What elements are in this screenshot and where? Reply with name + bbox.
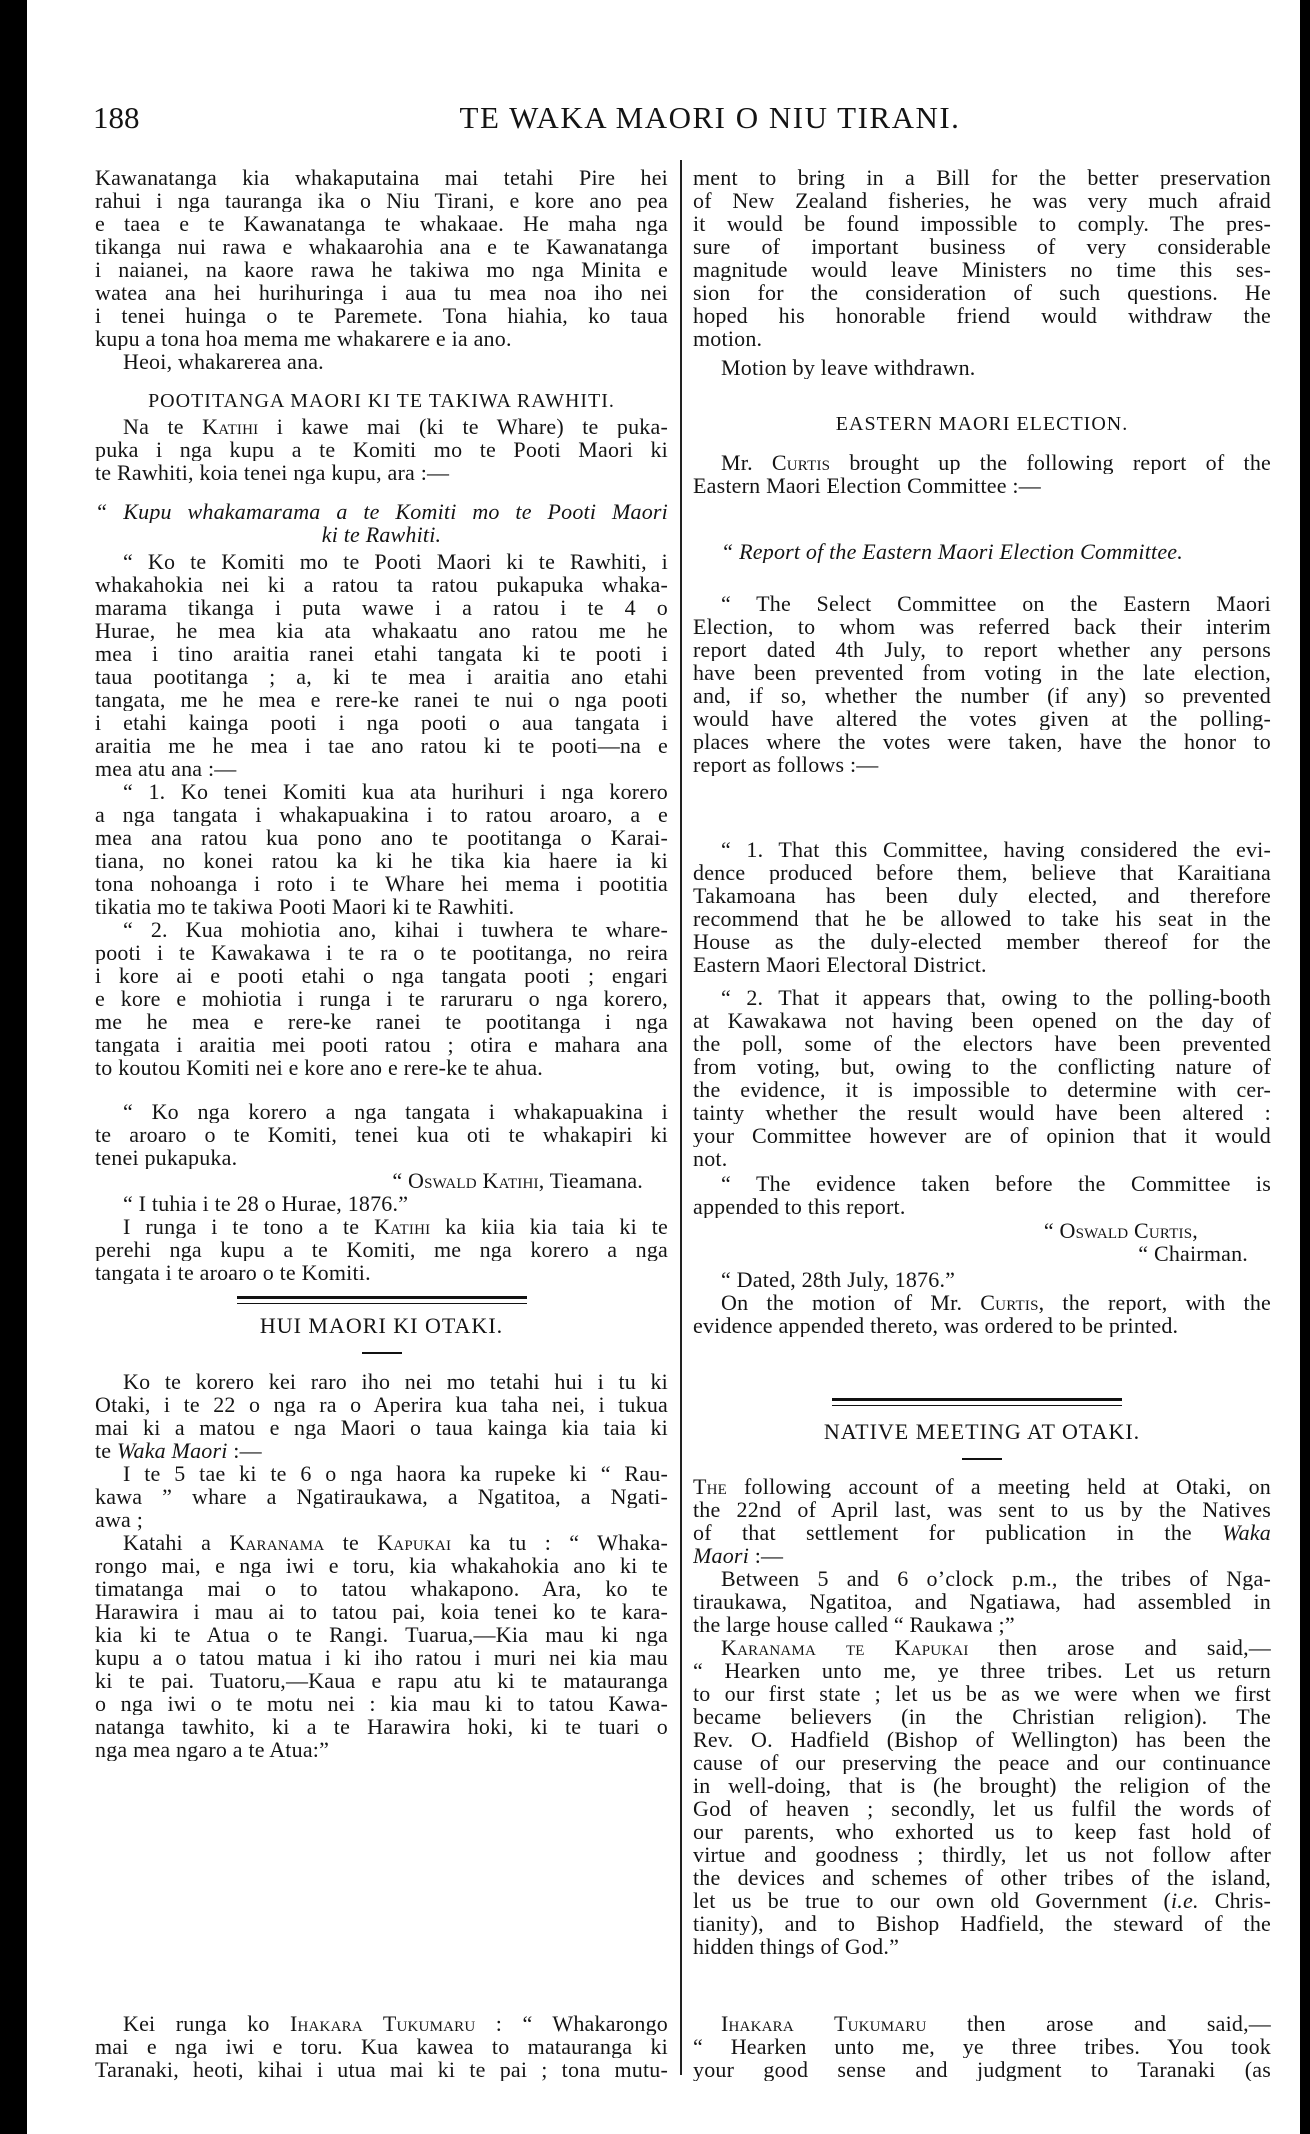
text-line: me he mea e rere-ke ranei te pootitanga i nga: [95, 1010, 668, 1033]
text-line: God of heaven ; secondly, let us fulfil the words of: [693, 1797, 1271, 1820]
italic-run: Maori: [693, 1544, 749, 1567]
signature: [693, 1219, 1198, 1242]
text-line: taua pootitanga ; a, ki te mea i araitia ano etahi: [95, 665, 668, 688]
paragraph: [693, 592, 1271, 776]
text-line: [693, 1475, 1271, 1498]
text-line: hidden things of God.”: [693, 1935, 900, 1958]
text-line: Between 5 and 6 o’clock p.m., the tribes of Nga-: [721, 1567, 1271, 1590]
text-line: timatanga mai o to tatou whakapono. Ara, ko te: [95, 1577, 668, 1600]
text-line: perehi nga kupu a te Komiti, me nga korero a nga: [95, 1238, 668, 1261]
text-line: Motion by leave withdrawn.: [721, 356, 976, 379]
text-line: “ Chairman.: [1138, 1242, 1248, 1265]
text-line: and, if so, whether the number (if any) so prevented: [693, 684, 1271, 707]
text-run: Kei runga ko: [123, 2012, 290, 2035]
paragraph: [95, 550, 668, 780]
paragraph: [95, 350, 668, 373]
text-line: not.: [693, 1147, 728, 1170]
italic-run: i.e.: [1170, 1889, 1199, 1912]
paragraph: [693, 2012, 1271, 2081]
text-run: ka kiia kia taia ki te: [430, 1215, 668, 1238]
text-line: Kawanatanga kia whakaputaina mai tetahi Pire hei: [95, 166, 668, 189]
text-line: [693, 1521, 1271, 1544]
paragraph: [95, 1370, 668, 1462]
text-line: [95, 415, 668, 438]
text-line: tianity), and to Bishop Hadfield, the steward of the: [693, 1912, 1271, 1935]
short-rule: [362, 1352, 402, 1354]
text-line: [95, 1531, 668, 1554]
text-line: “ Hearken unto me, ye three tribes. You took: [693, 2035, 1271, 2058]
page-number: 188: [93, 100, 140, 135]
text-line: appended to this report.: [693, 1195, 906, 1218]
text-line: a nga tangata i whakapuakina i to ratou aroaro, a e: [95, 803, 668, 826]
text-line: kawa ” whare a Ngatiraukawa, a Ngatitoa, a Ngati-: [95, 1485, 668, 1508]
text-line: magnitude would leave Ministers no time this ses-: [693, 258, 1271, 281]
text-line: motion.: [693, 327, 763, 350]
scan-border-right: [1300, 0, 1310, 2134]
text-line: e taea e te Kawanatanga te whakaae. He maha nga: [95, 212, 668, 235]
text-run: I runga i te tono a te: [123, 1215, 375, 1238]
text-line: natanga tawhito, ki a te Harawira hoki, ki te tuari o: [95, 1715, 668, 1738]
text-run: i kawe mai (ki te Whare) te puka-: [258, 415, 668, 438]
paragraph: [95, 780, 668, 918]
text-line: tangata i araitia mei pooti ratou ; otira e mahara ana: [95, 1033, 668, 1056]
text-line: House as the duly-elected member thereof for the: [693, 930, 1271, 953]
text-line: Eastern Maori Electoral District.: [693, 953, 987, 976]
text-line: tainty whether the result would have been altered :: [693, 1101, 1271, 1124]
text-line: tiraukawa, Ngatitoa, and Ngatiawa, had assembled in: [693, 1590, 1271, 1613]
text-run: then arose and said,—: [968, 1636, 1271, 1659]
text-line: araitia me he mea i tae ano ratou ki te pooti—na e: [95, 734, 668, 757]
text-run: On the motion of Mr.: [721, 1291, 981, 1314]
text-line: i tenei huinga o te Paremete. Tona hiahia, ko taua: [95, 304, 668, 327]
paragraph: [95, 1100, 668, 1169]
text-line: “ 2. That it appears that, owing to the polling-booth: [721, 986, 1271, 1009]
text-run: : “ Whakarongo: [475, 2012, 668, 2035]
text-line: rahui i nga tauranga ika o Niu Tirani, e kore ano pea: [95, 189, 668, 212]
text-line: Election, to whom was referred back their interim: [693, 615, 1271, 638]
text-line: pooti i te Kawakawa i te ra o te pootitanga, no reira: [95, 941, 668, 964]
text-line: whakahokia nei ki a ratou ta ratou pukapuka whaka-: [95, 573, 668, 596]
text-line: the poll, some of the electors have been prevented: [693, 1032, 1271, 1055]
small-caps-name: Karanama: [229, 1531, 325, 1554]
text-line: Hurae, he mea kia ata whakaatu ano ratou me he: [95, 619, 668, 642]
text-run: ,: [1192, 1219, 1198, 1242]
text-run: te: [95, 1439, 117, 1462]
small-caps-name: Karanama te Kapukai: [721, 1636, 969, 1659]
small-caps-name: Ihakara Tukumaru: [721, 2012, 927, 2035]
italic-run: Waka: [1222, 1521, 1271, 1544]
text-line: nga mea ngaro a te Atua:”: [95, 1738, 330, 1761]
text-line: [693, 1544, 1271, 1567]
text-line: [95, 2012, 668, 2035]
section-heading-eastern: EASTERN MAORI ELECTION.: [835, 413, 1129, 435]
text-line: mai e nga iwi e toru. Kua kawea to matauranga ki: [95, 2035, 668, 2058]
text-line: “ The Select Committee on the Eastern Maori: [721, 592, 1271, 615]
text-line: marama tikanga i puta wawe i a ratou i te 4 o: [95, 596, 668, 619]
text-line: [693, 1219, 1198, 1242]
text-line: report dated 4th July, to report whether any persons: [693, 638, 1271, 661]
text-line: your Committee however are of opinion that it would: [693, 1124, 1271, 1147]
text-line: have been prevented from voting in the late election,: [693, 661, 1271, 684]
short-rule: [962, 1458, 1002, 1460]
text-run: then arose and said,—: [926, 2012, 1271, 2035]
double-rule: [832, 1398, 1122, 1406]
text-line: tangata i te aroaro o te Komiti.: [95, 1261, 371, 1284]
text-run: :—: [749, 1544, 784, 1567]
text-run: “: [1043, 1219, 1060, 1242]
paragraph: [693, 838, 1271, 976]
text-line: i etahi kainga pooti i nga pooti o aua tangata i: [95, 711, 668, 734]
text-line: it would be found impossible to comply. The pres-: [693, 212, 1271, 235]
text-line: rongo mai, e nga iwi e toru, kia whakahokia ano ki te: [95, 1554, 668, 1577]
text-line: [95, 1215, 668, 1238]
text-line: tikatia mo te takiwa Pooti Maori ki te Rawhiti.: [95, 895, 515, 918]
text-run: te: [324, 1531, 378, 1554]
text-line: Harawira i mau ai to tatou pai, koia tenei ko te kara-: [95, 1600, 668, 1623]
text-line: to our first state ; let us be as we were when we first: [693, 1682, 1271, 1705]
text-line: of New Zealand fisheries, he was very much afraid: [693, 189, 1271, 212]
small-caps-name: Kapukai: [377, 1531, 452, 1554]
text-line: Taranaki, heoti, kihai i utua mai ki te pai ; tona mutu-: [95, 2058, 668, 2081]
scan-border-left: [0, 0, 27, 2134]
paragraph: [95, 1215, 668, 1284]
signature-title: [693, 1242, 1248, 1265]
text-line: “ Dated, 28th July, 1876.”: [721, 1268, 956, 1291]
text-line: would have altered the votes given at the polling-: [693, 707, 1271, 730]
section-heading-hui: HUI MAORI KI OTAKI.: [259, 1313, 504, 1338]
text-run: Mr.: [721, 451, 772, 474]
paragraph: [693, 986, 1271, 1170]
text-line: te Rawhiti, koia tenei nga kupu, ara :—: [95, 461, 450, 484]
text-line: the 22nd of April last, was sent to us by the Natives: [693, 1498, 1271, 1521]
text-line: “ Hearken unto me, ye three tribes. Let us return: [693, 1659, 1271, 1682]
text-line: tiana, no konei ratou ka ki he tika kia haere ia ki: [95, 849, 668, 872]
paragraph: [693, 1636, 1271, 1958]
text-run: brought up the following report of the: [830, 451, 1271, 474]
text-line: evidence appended thereto, was ordered to be printed.: [693, 1314, 1179, 1337]
text-line: virtue and goodness ; thirdly, let us not follow after: [693, 1843, 1271, 1866]
text-line: tangata, me he mea e rere-ke ranei te nui o nga pooti: [95, 688, 668, 711]
text-run: “: [392, 1169, 409, 1192]
paragraph: [693, 356, 1271, 379]
text-line: Otaki, i te 22 o nga ra o Aperira kua taha nei, i tukua: [95, 1393, 668, 1416]
italic-run: Waka Maori: [116, 1439, 228, 1462]
paragraph: [95, 1192, 668, 1215]
text-line: sion for the consideration of such questions. He: [693, 281, 1271, 304]
text-line: tona nohoanga i roto i te Whare hei mema i pootitia: [95, 872, 668, 895]
text-line: “ Report of the Eastern Maori Election Committee.: [721, 540, 1183, 563]
text-line: Rev. O. Hadfield (Bishop of Wellington) has been the: [693, 1728, 1271, 1751]
paragraph: [95, 415, 668, 484]
text-line: recommend that he be allowed to take his seat in the: [693, 907, 1271, 930]
text-line: ki te Rawhiti.: [321, 523, 442, 546]
text-line: dence produced before them, believe that Karaitiana: [693, 861, 1271, 884]
text-line: the evidence, it is impossible to determine with cer-: [693, 1078, 1271, 1101]
text-line: [693, 1636, 1271, 1659]
small-caps-name: The: [693, 1475, 728, 1498]
small-caps-name: Ihakara Tukumaru: [289, 2012, 476, 2035]
text-run: Na te: [123, 415, 203, 438]
text-line: o nga iwi o te motu nei : kia mau ki to tatou Kawa-: [95, 1692, 668, 1715]
text-line: puka i nga kupu a te Komiti mo te Pooti Maori ki: [95, 438, 668, 461]
text-line: sure of important business of very considerable: [693, 235, 1271, 258]
text-line: “ Ko te Komiti mo te Pooti Maori ki te Rawhiti, i: [123, 550, 668, 573]
text-line: mea atu ana :—: [95, 757, 237, 780]
text-line: “ 1. That this Committee, having considered the evi-: [721, 838, 1271, 861]
text-line: kupu a tona hoa mema me whakarere e ia ano.: [95, 327, 512, 350]
text-line: i naianei, na kaore rawa he takiwa mo nga Minita e: [95, 258, 668, 281]
small-caps-name: Oswald Katihi: [408, 1169, 539, 1192]
text-run: :—: [227, 1439, 262, 1462]
text-line: Heoi, whakarerea ana.: [123, 350, 324, 373]
text-line: [95, 1169, 643, 1192]
text-line: “ I tuhia i te 28 o Hurae, 1876.”: [123, 1192, 409, 1215]
text-line: mea i tino araitia ranei etahi tangata ki te pooti i: [95, 642, 668, 665]
text-line: i kore ai e pooti etahi o nga tangata pooti ; engari: [95, 964, 668, 987]
text-run: ka tu : “ Whaka-: [451, 1531, 668, 1554]
double-rule: [237, 1296, 527, 1304]
text-line: [693, 1889, 1271, 1912]
text-line: report as follows :—: [693, 753, 879, 776]
section-heading-pootitanga: POOTITANGA MAORI KI TE TAKIWA RAWHITI.: [148, 390, 615, 412]
signature: [95, 1169, 643, 1192]
text-line: awa ;: [95, 1508, 144, 1531]
text-line: ki te pai. Tuatoru,—Kaua e rapu atu ki te matauranga: [95, 1669, 668, 1692]
text-run: let us be true to our own old Government (: [693, 1889, 1171, 1912]
text-line: became believers (in the Christian religion). The: [693, 1705, 1271, 1728]
text-line: Eastern Maori Election Committee :—: [693, 474, 1041, 497]
text-line: kupu a o tatou matua i ki iho ratou i muri nei kia mau: [95, 1646, 668, 1669]
text-line: tenei pukapuka.: [95, 1146, 238, 1169]
text-run: Katahi a: [123, 1531, 230, 1554]
text-run: , Tieamana.: [538, 1169, 643, 1192]
paragraph: [693, 166, 1271, 350]
text-line: the large house called “ Raukawa ;”: [693, 1613, 1015, 1636]
paragraph: [95, 1462, 668, 1531]
text-line: our parents, who exhorted us to keep fast hold of: [693, 1820, 1271, 1843]
paragraph: [693, 1567, 1271, 1636]
paragraph: [95, 1531, 668, 1761]
text-line: [95, 1439, 668, 1462]
section-heading-native: NATIVE MEETING AT OTAKI.: [823, 1419, 1141, 1444]
text-line: tikanga nui rawa e whakaarohia ana e te Kawanatanga: [95, 235, 668, 258]
text-line: the devices and schemes of other tribes of the island,: [693, 1866, 1271, 1889]
text-line: “ Kupu whakamarama a te Komiti mo te Pooti Maori: [95, 500, 668, 523]
text-line: in well-doing, that is (he brought) the religion of the: [693, 1774, 1271, 1797]
text-run: of that settlement for publication in the: [693, 1521, 1223, 1544]
text-line: at Kawakawa not having been opened on the day of: [693, 1009, 1271, 1032]
paragraph: [95, 2012, 668, 2081]
paragraph: [693, 451, 1271, 497]
text-line: Ko te korero kei raro iho nei mo tetahi hui i tu ki: [123, 1370, 668, 1393]
text-line: cause of our preserving the peace and our continuance: [693, 1751, 1271, 1774]
text-line: kia ki te Atua o te Rangi. Tuarua,—Kia mau ki nga: [95, 1623, 668, 1646]
text-line: from voting, but, owing to the conflicting nature of: [693, 1055, 1271, 1078]
text-line: [693, 451, 1271, 474]
text-line: watea ana hei hurihuringa i aua tu mea noa iho nei: [95, 281, 668, 304]
text-line: te aroaro o te Komiti, tenei kua oti te whakapiri ki: [95, 1123, 668, 1146]
column-divider: [680, 160, 682, 2075]
text-line: “ Ko nga korero a nga tangata i whakapuakina i: [123, 1100, 668, 1123]
italic-title: [95, 500, 668, 546]
text-line: mai ki a matou e nga Maori o taua kainga kia taia ki: [95, 1416, 668, 1439]
text-line: [693, 2012, 1271, 2035]
text-line: ment to bring in a Bill for the better preservation: [693, 166, 1271, 189]
text-line: Takamoana has been duly elected, and therefore: [693, 884, 1271, 907]
text-line: “ The evidence taken before the Committee is: [721, 1172, 1271, 1195]
italic-title: [693, 540, 1271, 563]
small-caps-name: Katihi: [202, 415, 259, 438]
text-line: your good sense and judgment to Taranaki (as: [693, 2058, 1271, 2081]
text-line: I te 5 tae ki te 6 o nga haora ka rupeke ki “ Rau-: [123, 1462, 668, 1485]
text-line: [693, 1291, 1271, 1314]
paragraph: [693, 1172, 1271, 1218]
text-line: “ 1. Ko tenei Komiti kua ata hurihuri i nga korero: [123, 780, 668, 803]
small-caps-name: Oswald Curtis: [1059, 1219, 1193, 1242]
small-caps-name: Curtis: [771, 451, 831, 474]
text-line: e kore e mohiotia i runga i te raruraru o nga korero,: [95, 987, 668, 1010]
text-line: “ 2. Kua mohiotia ano, kihai i tuwhera te whare-: [123, 918, 668, 941]
text-line: mea ana ratou kua pono ano te pootitanga o Karai-: [95, 826, 668, 849]
small-caps-name: Curtis: [980, 1291, 1039, 1314]
text-line: to koutou Komiti nei e kore ano e rere-ke te ahua.: [95, 1056, 544, 1079]
paragraph: [693, 1475, 1271, 1567]
text-line: hoped his honorable friend would withdraw the: [693, 304, 1271, 327]
small-caps-name: Katihi: [374, 1215, 431, 1238]
text-run: following account of a meeting held at Otaki, on: [727, 1475, 1271, 1498]
text-run: Chris-: [1198, 1889, 1271, 1912]
newspaper-title: TE WAKA MAORI O NIU TIRANI.: [459, 100, 961, 135]
paragraph: [95, 918, 668, 1079]
paragraph: [693, 1291, 1271, 1337]
text-line: places where the votes were taken, have the honor to: [693, 730, 1271, 753]
paragraph: [95, 166, 668, 350]
paragraph: [693, 1268, 1271, 1291]
text-run: , the report, with the: [1038, 1291, 1271, 1314]
